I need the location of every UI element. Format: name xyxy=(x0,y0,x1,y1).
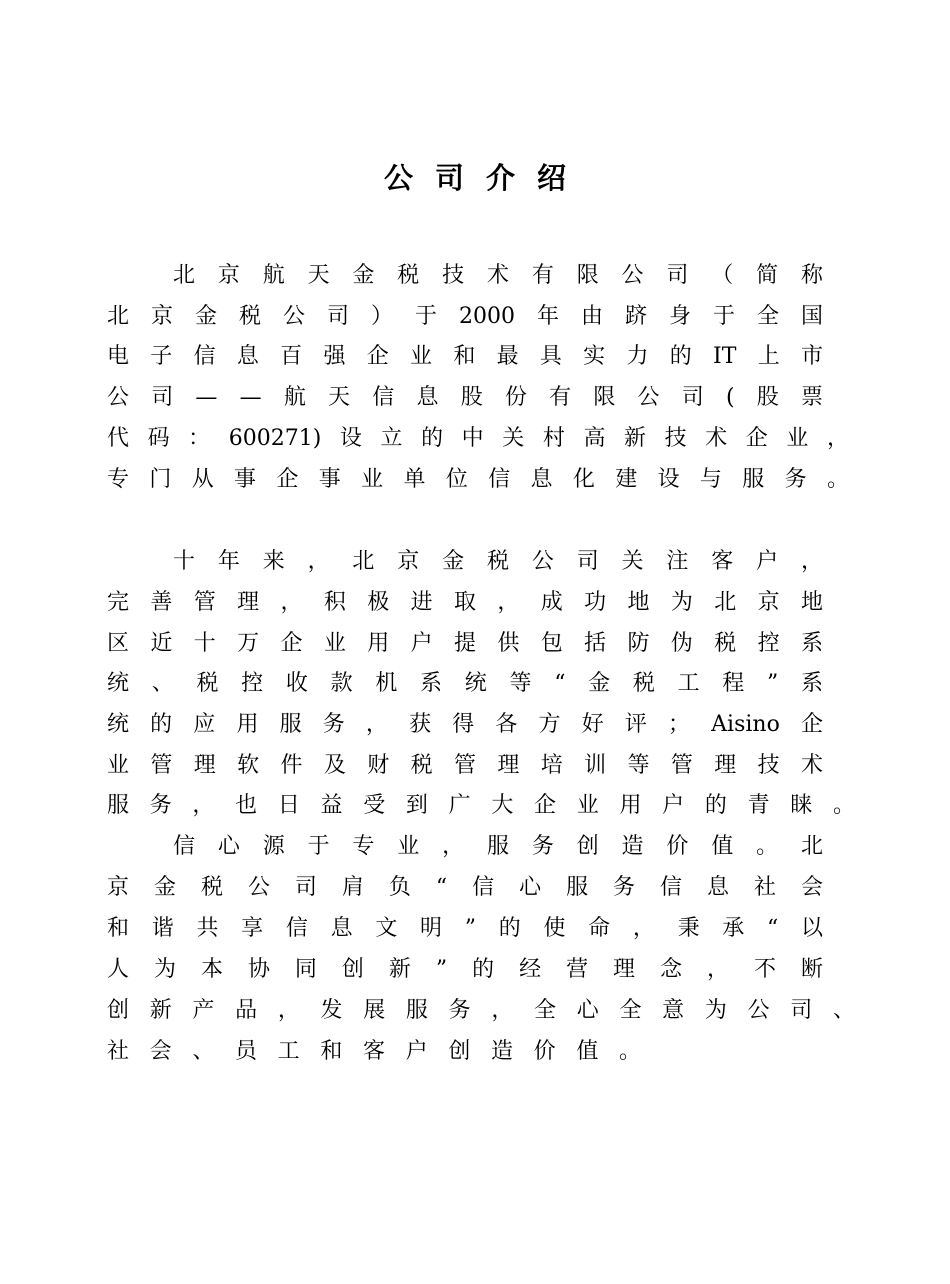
page-title: 公司介绍 xyxy=(383,161,588,195)
paragraph-line: 公 司 — — 航 天 信 息 股 份 有 限 公 司 ( 股 票 xyxy=(107,385,823,410)
paragraph-line: 和 谐 共 享 信 息 文 明 ” 的 使 命 ， 秉 承 “ 以 xyxy=(107,916,823,941)
paragraph-line: 电 子 信 息 百 强 企 业 和 最 具 实 力 的 IT 上 市 xyxy=(107,344,823,369)
paragraph-line: 统 、 税 控 收 款 机 系 统 等 “ 金 税 工 程 ” 系 xyxy=(107,671,823,696)
paragraph-line: 完 善 管 理 ， 积 极 进 取 ， 成 功 地 为 北 京 地 xyxy=(107,590,823,615)
paragraph-line: 北 京 金 税 公 司 ） 于 2000 年 由 跻 身 于 全 国 xyxy=(107,304,823,329)
paragraph-line: 社 会 、 员 工 和 客 户 创 造 价 值 。 xyxy=(107,1039,641,1064)
paragraph-line: 区 近 十 万 企 业 用 户 提 供 包 括 防 伪 税 控 系 xyxy=(107,631,823,656)
paragraph-line: 北 京 航 天 金 税 技 术 有 限 公 司 （ 简 称 xyxy=(173,263,823,288)
paragraph-line: 代 码 ： 600271) 设 立 的 中 关 村 高 新 技 术 企 业 ， xyxy=(107,426,849,451)
paragraph-line: 信 心 源 于 专 业 ， 服 务 创 造 价 值 。 北 xyxy=(173,834,823,859)
paragraph-line: 业 管 理 软 件 及 财 税 管 理 培 训 等 管 理 技 术 xyxy=(107,753,823,778)
paragraph-line: 统 的 应 用 服 务 ， 获 得 各 方 好 评 ； Aisino 企 xyxy=(107,712,823,737)
paragraph-line: 专 门 从 事 企 事 业 单 位 信 息 化 建 设 与 服 务 。 xyxy=(107,467,849,492)
paragraph-line: 京 金 税 公 司 肩 负 “ 信 心 服 务 信 息 社 会 xyxy=(107,875,823,900)
paragraph-line: 创 新 产 品 ， 发 展 服 务 ， 全 心 全 意 为 公 司 、 xyxy=(107,998,855,1023)
paragraph-line: 服 务 ， 也 日 益 受 到 广 大 企 业 用 户 的 青 睐 。 xyxy=(107,793,855,818)
paragraph-line: 人 为 本 协 同 创 新 ” 的 经 营 理 念 ， 不 断 xyxy=(107,957,823,982)
paragraph-line: 十 年 来 ， 北 京 金 税 公 司 关 注 客 户 ， xyxy=(173,549,823,574)
